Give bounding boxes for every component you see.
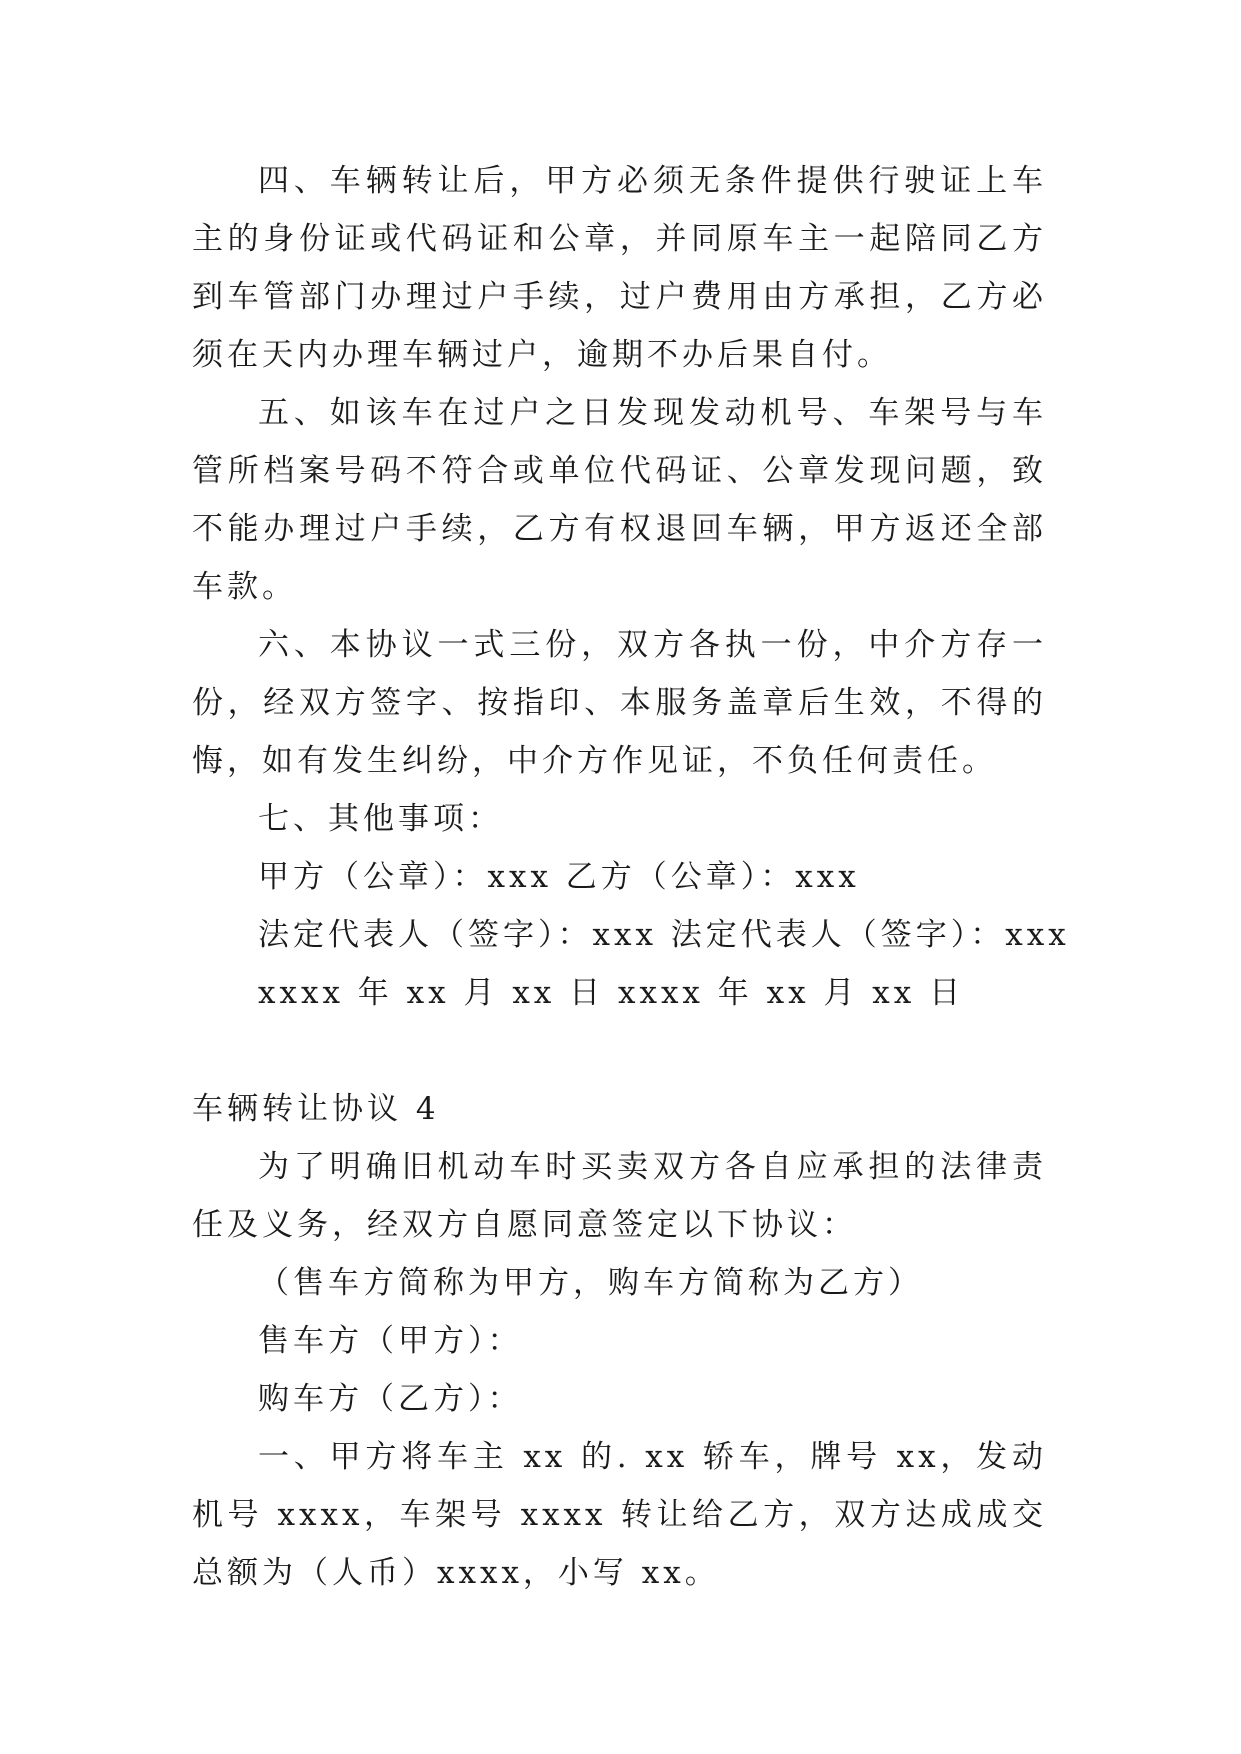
intro-paragraph: 为了明确旧机动车时买卖双方各自应承担的法律责任及义务，经双方自愿同意签定以下协议：: [192, 1149, 1047, 1243]
clause-7: 七、其他事项：: [258, 801, 503, 837]
seal-line: 甲方（公章）：xxx 乙方（公章）：xxx: [258, 859, 860, 895]
representative-line: 法定代表人（签字）：xxx 法定代表人（签字）：xxx: [258, 917, 1070, 953]
date-line: xxxx 年 xx 月 xx 日 xxxx 年 xx 月 xx 日: [258, 975, 965, 1011]
buyer-line: 购车方（乙方）：: [258, 1381, 523, 1417]
clause-6: 六、本协议一式三份，双方各执一份，中介方存一份，经双方签字、按指印、本服务盖章后生效，不得的悔，如有发生纠纷，中介方作见证，不负任何责任。: [192, 627, 1047, 779]
abbreviation-note: （售车方简称为甲方，购车方简称为乙方）: [258, 1265, 923, 1301]
document-body: [192, 152, 1070, 1602]
seller-line: 售车方（甲方）：: [258, 1323, 523, 1359]
clause-1: 一、甲方将车主 xx 的. xx 轿车，牌号 xx，发动机号 xxxx，车架号 xxxx 转让给乙方，双方达成成交总额为（人币）xxxx，小写 xx。: [192, 1439, 1047, 1591]
clause-4: 四、车辆转让后，甲方必须无条件提供行驶证上车主的身份证或代码证和公章，并同原车主一起陪同乙方到车管部门办理过户手续，过户费用由方承担，乙方必须在天内办理车辆过户，逾期不办后果自付。: [192, 163, 1047, 373]
section-gap: [192, 1022, 1047, 1080]
clause-5: 五、如该车在过户之日发现发动机号、车架号与车管所档案号码不符合或单位代码证、公章发现问题，致不能办理过户手续，乙方有权退回车辆，甲方返还全部车款。: [192, 395, 1047, 605]
agreement-title: 车辆转让协议 4: [192, 1091, 440, 1127]
